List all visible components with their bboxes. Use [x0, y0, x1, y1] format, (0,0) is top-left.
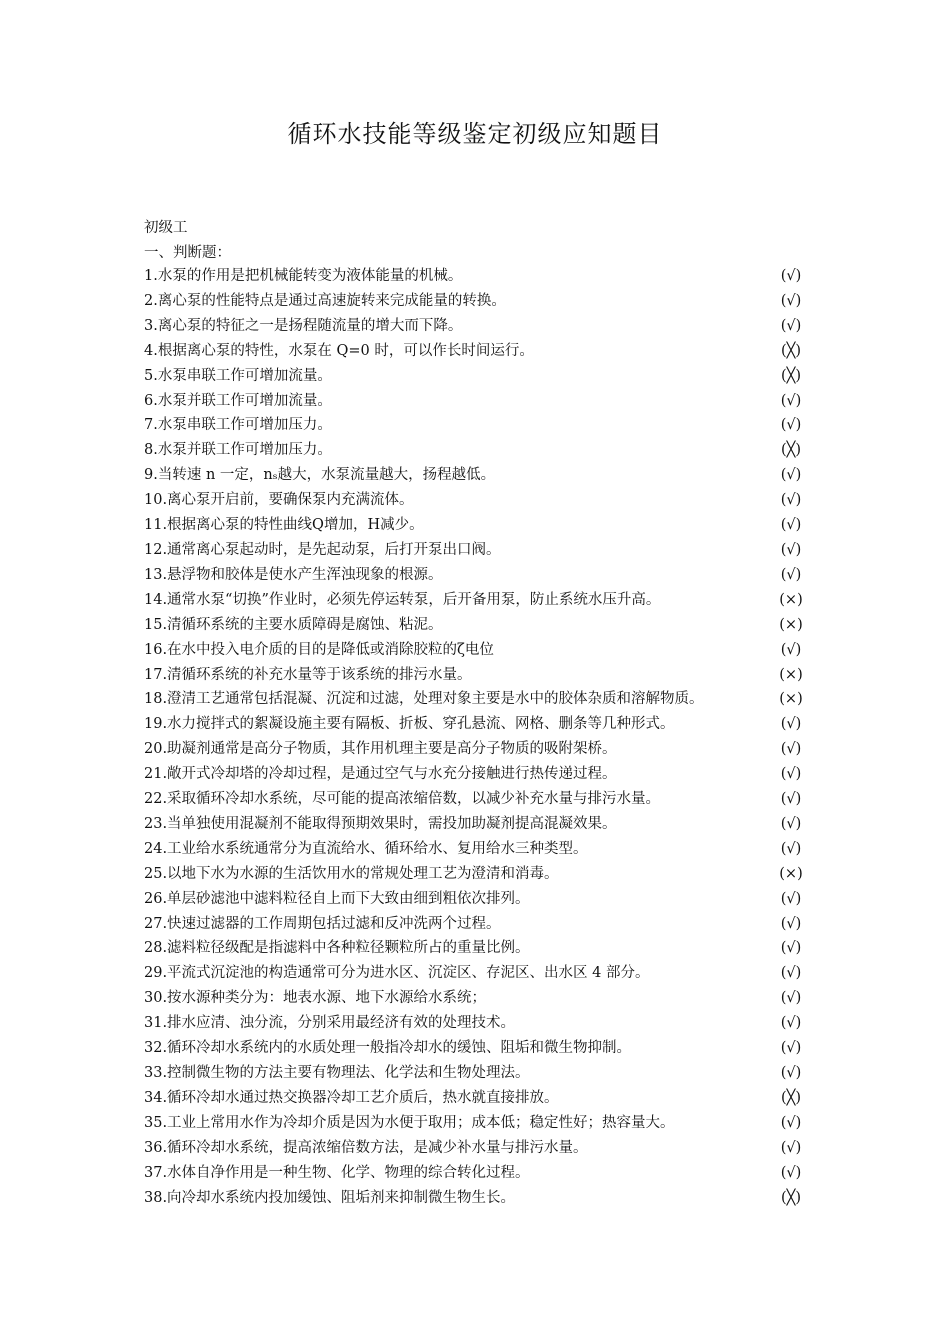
answer-mark: (×)	[779, 616, 803, 633]
question-row	[144, 638, 810, 663]
question-row	[144, 986, 810, 1011]
answer-mark: (√)	[780, 268, 802, 284]
question-row	[144, 1111, 810, 1136]
question-row	[144, 588, 810, 613]
question-row	[144, 339, 810, 364]
answer-mark: (√)	[780, 840, 802, 857]
question-row	[144, 613, 810, 638]
question-row	[144, 563, 810, 588]
question-text: 2.离心泵的性能特点是通过高速旋转来完成能量的转换。	[144, 292, 506, 309]
question-row	[144, 364, 810, 389]
question-text: 16.在水中投入电介质的目的是降低或消除胶粒的ζ电位	[144, 641, 494, 658]
question-row	[144, 762, 810, 787]
answer-mark: (√)	[780, 517, 802, 534]
question-text: 27.快速过滤器的工作周期包括过滤和反冲洗两个过程。	[144, 915, 501, 932]
question-text: 14.通常水泵“切换”作业时，必须先停运转泵，后开备用泵，防止系统水压升高。	[144, 591, 661, 608]
question-row	[144, 264, 810, 289]
question-text: 28.滤料粒径级配是指滤料中各种粒径颗粒所占的重量比例。	[144, 940, 530, 957]
question-row	[144, 787, 810, 812]
answer-mark: (√)	[780, 940, 802, 957]
question-text: 10.离心泵开启前，要确保泵内充满流体。	[144, 492, 414, 509]
question-text: 30.按水源种类分为：地表水源、地下水源给水系统；	[144, 990, 487, 1007]
question-text: 33.控制微生物的方法主要有物理法、化学法和生物处理法。	[144, 1065, 530, 1081]
question-text: 34.循环冷却水通过热交换器冷却工艺介质后，热水就直接排放。	[144, 1089, 559, 1106]
question-row	[144, 887, 810, 912]
answer-mark: (√)	[780, 915, 802, 932]
question-text: 5.水泵串联工作可增加流量。	[144, 367, 332, 384]
answer-mark: (√)	[780, 641, 802, 658]
answer-mark: (√)	[780, 1114, 802, 1131]
answer-mark: (√)	[780, 317, 802, 334]
question-text: 15.清循环系统的主要水质障碍是腐蚀、粘泥。	[144, 616, 443, 633]
question-row	[144, 862, 810, 887]
question-row	[144, 837, 810, 862]
answer-mark: (√)	[780, 1139, 802, 1156]
question-row	[144, 961, 810, 986]
answer-mark: (√)	[780, 292, 802, 309]
answer-mark: (√)	[780, 791, 802, 808]
question-text: 32.循环冷却水系统内的水质处理一般指冷却水的缓蚀、阻垢和微生物抑制。	[144, 1040, 632, 1057]
question-row	[144, 538, 810, 563]
answer-mark: (√)	[780, 965, 802, 982]
answer-mark: (╳)	[780, 442, 802, 459]
answer-mark: (√)	[780, 1040, 802, 1057]
question-text: 37.水体自净作用是一种生物、化学、物理的综合转化过程。	[144, 1164, 530, 1181]
question-row	[144, 912, 810, 937]
question-text: 4.根据离心泵的特性，水泵在 Q=0 时，可以作长时间运行。	[144, 342, 534, 359]
answer-mark: (√)	[780, 1164, 802, 1181]
question-row	[144, 1011, 810, 1036]
question-text: 18.澄清工艺通常包括混凝、沉淀和过滤，处理对象主要是水中的胶体杂质和溶解物质。	[144, 691, 704, 708]
question-row	[144, 1136, 810, 1161]
answer-mark: (√)	[780, 492, 802, 509]
question-row	[144, 737, 810, 762]
question-text: 36.循环冷却水系统，提高浓缩倍数方法，是减少补水量与排污水量。	[144, 1139, 588, 1156]
section-heading: 一、判断题：	[144, 245, 231, 261]
answer-mark: (√)	[780, 766, 802, 783]
answer-mark: (√)	[780, 716, 802, 733]
question-row	[144, 413, 810, 438]
answer-mark: (√)	[780, 815, 802, 832]
question-text: 35.工业上常用水作为冷却介质是因为水便于取用；成本低；稳定性好；热容量大。	[144, 1114, 675, 1131]
question-text: 3.离心泵的特征之一是扬程随流量的增大而下降。	[144, 317, 463, 334]
question-text: 38.向冷却水系统内投加缓蚀、阻垢剂来抑制微生物生长。	[144, 1189, 516, 1206]
question-text: 19.水力搅拌式的絮凝设施主要有隔板、折板、穿孔悬流、网格、删条等几种形式。	[144, 716, 675, 733]
question-list	[144, 264, 810, 1210]
question-text: 31.排水应清、浊分流，分别采用最经济有效的处理技术。	[144, 1015, 516, 1032]
question-text: 11.根据离心泵的特性曲线Q增加，H减少。	[144, 517, 424, 534]
question-text: 17.清循环系统的补充水量等于该系统的排污水量。	[144, 666, 472, 683]
question-row	[144, 936, 810, 961]
question-text: 13.悬浮物和胶体是使水产生浑浊现象的根源。	[144, 566, 443, 583]
document-title: 循环水技能等级鉴定初级应知题目	[287, 120, 663, 148]
answer-mark: (√)	[780, 566, 802, 583]
answer-mark: (√)	[780, 392, 802, 409]
question-row	[144, 438, 810, 463]
question-text: 22.采取循环冷却水系统，尽可能的提高浓缩倍数，以减少补充水量与排污水量。	[144, 791, 661, 808]
answer-mark: (×)	[779, 666, 803, 683]
answer-mark: (√)	[780, 990, 802, 1007]
answer-mark: (╳)	[780, 367, 802, 384]
question-text: 21.敞开式冷却塔的冷却过程，是通过空气与水充分接触进行热传递过程。	[144, 766, 617, 783]
answer-mark: (√)	[780, 467, 802, 484]
question-text: 8.水泵并联工作可增加压力。	[144, 442, 332, 459]
question-row	[144, 1161, 810, 1186]
question-row	[144, 1061, 810, 1086]
question-text: 26.单层砂滤池中滤料粒径自上而下大致由细到粗依次排列。	[144, 890, 530, 907]
question-text: 1.水泵的作用是把机械能转变为液体能量的机械。	[144, 268, 463, 284]
question-text: 29.平流式沉淀池的构造通常可分为进水区、沉淀区、存泥区、出水区 4 部分。	[144, 965, 650, 982]
answer-mark: (√)	[780, 890, 802, 907]
level-heading: 初级工	[144, 220, 188, 236]
question-row	[144, 488, 810, 513]
question-text: 20.助凝剂通常是高分子物质，其作用机理主要是高分子物质的吸附架桥。	[144, 741, 617, 758]
question-text: 6.水泵并联工作可增加流量。	[144, 392, 332, 409]
question-text: 25.以地下水为水源的生活饮用水的常规处理工艺为澄清和消毒。	[144, 865, 559, 882]
answer-mark: (╳)	[780, 1189, 802, 1206]
question-row	[144, 1086, 810, 1111]
question-row	[144, 687, 810, 712]
question-text: 7.水泵串联工作可增加压力。	[144, 417, 332, 434]
question-row	[144, 1186, 810, 1211]
question-row	[144, 389, 810, 414]
answer-mark: (√)	[780, 1065, 802, 1081]
question-text: 9.当转速 n 一定，nₛ越大，水泵流量越大，扬程越低。	[144, 467, 496, 484]
answer-mark: (×)	[779, 591, 803, 608]
answer-mark: (×)	[779, 691, 803, 708]
answer-mark: (╳)	[780, 342, 802, 359]
answer-mark: (√)	[780, 741, 802, 758]
question-row	[144, 812, 810, 837]
question-row	[144, 289, 810, 314]
question-row	[144, 314, 810, 339]
question-text: 12.通常离心泵起动时，是先起动泵，后打开泵出口阀。	[144, 541, 501, 558]
question-text: 23.当单独使用混凝剂不能取得预期效果时，需投加助凝剂提高混凝效果。	[144, 815, 617, 832]
answer-mark: (╳)	[780, 1089, 802, 1106]
answer-mark: (√)	[780, 1015, 802, 1032]
question-text: 24.工业给水系统通常分为直流给水、循环给水、复用给水三种类型。	[144, 840, 588, 857]
question-row	[144, 513, 810, 538]
answer-mark: (√)	[780, 417, 802, 434]
question-row	[144, 1036, 810, 1061]
question-row	[144, 663, 810, 688]
answer-mark: (×)	[779, 865, 803, 882]
answer-mark: (√)	[780, 541, 802, 558]
question-row	[144, 463, 810, 488]
question-row	[144, 712, 810, 737]
